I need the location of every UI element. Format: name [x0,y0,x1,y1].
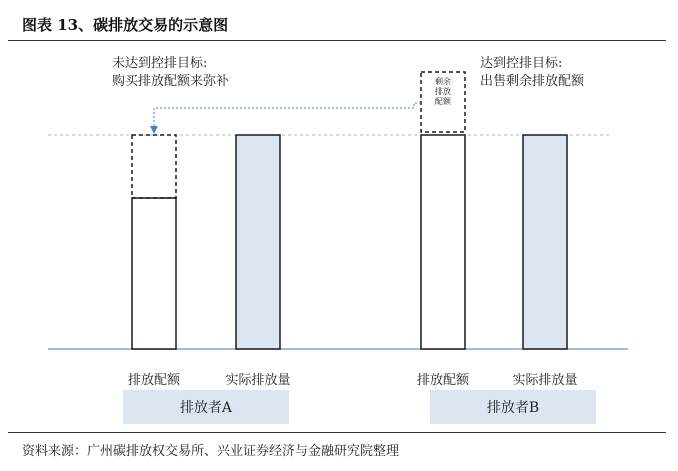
emitter-b-note [480,55,584,91]
surplus-label-line2: 排放 [435,87,451,96]
emitter-a-actual-bar [236,135,280,349]
surplus-label-line3: 配额 [435,97,451,106]
source-note: 资料来源：广州碳排放权交易所、兴业证券经济与金融研究院整理 [22,444,400,459]
transfer-arrow [154,103,421,130]
emitter-a-allowance-label: 排放配额 [127,373,180,388]
emitter-a-shortfall-box [132,135,176,198]
emitter-b-note-line2: 出售剩余排放配额 [480,74,585,89]
bottom-rule [8,432,666,433]
emitter-b-actual-bar [523,135,567,349]
emitter-a-group-box [123,390,289,424]
surplus-label-line1: 剩余 [435,77,451,86]
emitter-b-allowance-bar [421,135,465,349]
emitter-b-allowance-label: 排放配额 [416,373,469,388]
emitter-a-allowance-bar [132,198,176,349]
emitter-b-actual-label: 实际排放量 [512,373,578,388]
emitter-a-actual-label: 实际排放量 [225,373,291,388]
emitter-b-group-label: 排放者B [486,400,540,416]
emitter-a-group-label: 排放者A [179,400,233,416]
figure-title: 图表 13、碳排放交易的示意图 [22,16,229,34]
emitter-a-note [112,55,229,91]
emitter-b-note-line1: 达到控排目标: [480,56,563,71]
surplus-label [423,77,463,107]
emitter-a-note-line2: 购买排放配额来弥补 [112,74,230,89]
emitter-a-note-line1: 未达到控排目标: [112,56,208,71]
emitter-b-group-box [430,390,596,424]
